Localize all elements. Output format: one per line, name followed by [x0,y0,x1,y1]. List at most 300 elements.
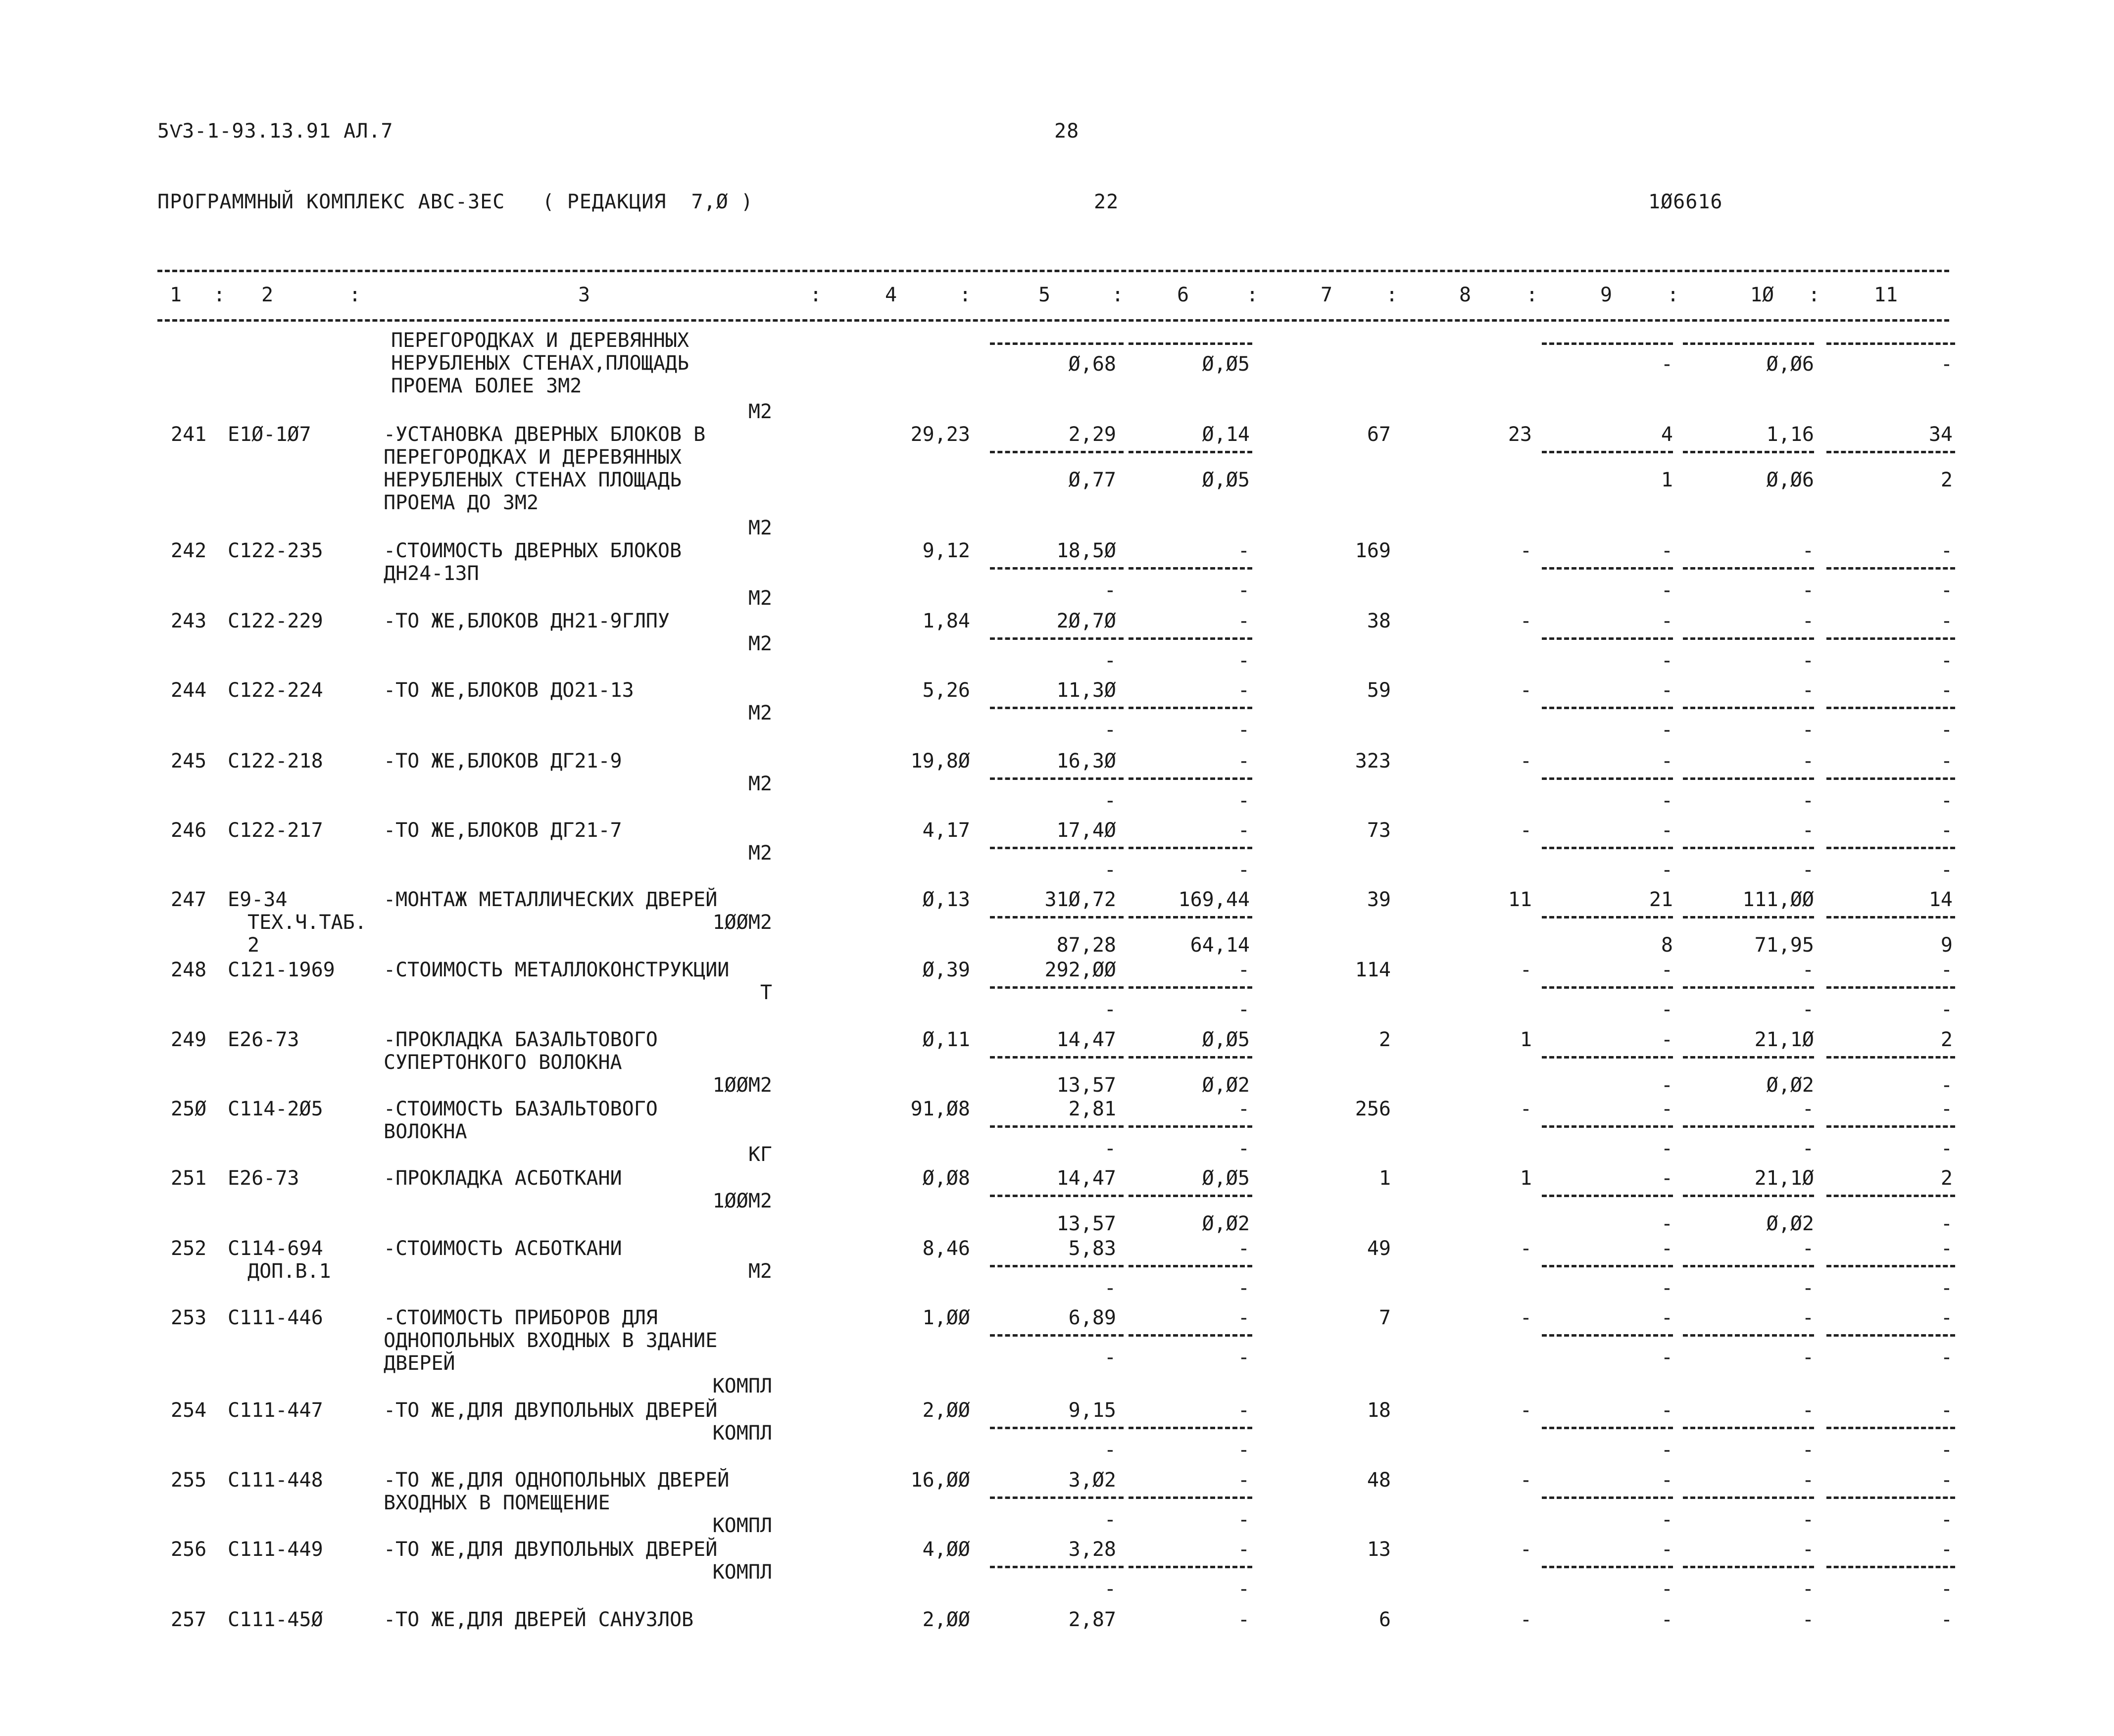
col10-lower-value: - [1802,1508,1814,1531]
cell-divider [990,1496,1124,1499]
row-code: С122-224 [228,679,323,702]
col6-value: - [1237,610,1250,632]
col11-value: - [1940,1399,1953,1422]
col11-value: - [1940,539,1953,562]
col5-value: 14,47 [1056,1167,1116,1190]
row-number: 242 [171,539,207,562]
column-header-3: 3 [578,284,590,306]
doc-code: 5Ѵ3-1-93.13.91 АЛ.7 [157,120,393,143]
cell-divider [1542,1496,1673,1499]
col6-lower-value: - [1237,1346,1250,1369]
col6-lower-value: - [1237,719,1250,741]
row-description: -УСТАНОВКА ДВЕРНЫХ БЛОКОВ В [384,423,706,446]
col10-value: - [1802,679,1814,702]
cell-divider [1683,1334,1814,1337]
col8-value: - [1520,610,1532,632]
col11-value: - [1940,1469,1953,1492]
col7-value: 38 [1367,610,1391,632]
cell-divider [1129,707,1252,709]
row-code: С121-1969 [228,959,335,981]
col10-value: - [1802,1538,1814,1561]
cell-divider [1826,1195,1955,1197]
cell-divider [1683,986,1814,989]
project-code: 1Ø6616 [1648,191,1723,213]
col9-value: - [1661,1098,1673,1120]
cell-divider [990,847,1124,849]
col6-value: - [1237,1098,1250,1120]
column-header-1Ø: 1Ø [1750,284,1774,306]
col11-value: - [1940,610,1953,632]
col10-lower-value: - [1802,789,1814,812]
col11-value: 2 [1940,1167,1953,1190]
column-header-11: 11 [1873,284,1898,306]
row-code: С111-448 [228,1469,323,1492]
col5-lower-value: 87,28 [1056,934,1116,957]
col9-lower-value: - [1661,1508,1673,1531]
col5-value: 9,15 [1068,1399,1116,1422]
col7-value: 169 [1355,539,1391,562]
col9-lower-value: - [1661,789,1673,812]
col7-value: 48 [1367,1469,1391,1492]
col9-lower-value: - [1661,1277,1673,1300]
row-description: -ПРОКЛАДКА БАЗАЛЬТОВОГО [384,1028,658,1051]
cell-divider [1683,567,1814,570]
col9-value: - [1661,819,1673,842]
col7-value: 6 [1378,1608,1391,1631]
col11-lower-value: - [1940,1277,1953,1300]
col4-value: 29,23 [910,423,970,446]
col11-lower-value: - [1940,789,1953,812]
unit-label: КОМПЛ [712,1561,772,1584]
col9-lower-value: - [1661,719,1673,741]
col6-lower-value: 64,14 [1190,934,1250,957]
cell-divider [1129,847,1252,849]
col11-value: 34 [1928,423,1953,446]
cell-divider [1129,1195,1252,1197]
cell-divider [1129,1265,1252,1267]
cell-divider [1826,777,1955,780]
cell-divider [1826,847,1955,849]
col7-value: 7 [1378,1306,1391,1329]
col7-value: 67 [1367,423,1391,446]
col7-value: 114 [1355,959,1391,981]
column-separator: : [959,284,972,306]
col5-lower-value: - [1104,579,1116,602]
row-description: -ТО ЖЕ,ДЛЯ ДВУПОЛЬНЫХ ДВЕРЕЙ [384,1399,718,1422]
col7-value: 1 [1378,1167,1391,1190]
col10-lower-value: - [1802,1277,1814,1300]
cell-divider [1826,1427,1955,1429]
cell-divider [1683,1427,1814,1429]
col9-value: - [1661,1538,1673,1561]
col6-value: - [1237,819,1250,842]
cell-divider [1683,1566,1814,1568]
row-code: Е1Ø-1Ø7 [228,423,311,446]
row-number: 254 [171,1399,207,1422]
unit-label: М2 [748,632,772,655]
col6-lower-value: - [1237,789,1250,812]
cell-divider [1683,916,1814,918]
col10-lower-value: - [1802,1578,1814,1600]
col11-value: - [1940,1608,1953,1631]
unit-label: М2 [748,587,772,610]
col8-value: - [1520,959,1532,981]
col10-lower-value: - [1802,579,1814,602]
col9-lower-value: - [1661,998,1673,1021]
row-number: 241 [171,423,207,446]
row-number: 255 [171,1469,207,1492]
col5-lower-value: - [1104,789,1116,812]
col5-lower-value: - [1104,1439,1116,1461]
cell-divider [990,707,1124,709]
col9-value: - [1661,1399,1673,1422]
row-description: -ТО ЖЕ,БЛОКОВ ДГ21-9 [384,750,622,772]
col6-lower-value: Ø,Ø2 [1202,1074,1250,1097]
cell-divider [1826,1265,1955,1267]
col9-value: - [1661,610,1673,632]
col6-lower-value: - [1237,1439,1250,1461]
column-separator: : [1808,284,1820,306]
col9-lower-value: - [1661,1212,1673,1235]
unit-label: М2 [748,842,772,865]
col8-value: 1 [1520,1028,1532,1051]
cell-divider [1683,777,1814,780]
row-number: 249 [171,1028,207,1051]
col11-lower-value: - [1940,1137,1953,1160]
row-description: -ПРОКЛАДКА АСБОТКАНИ [384,1167,622,1190]
col8-value: - [1520,1306,1532,1329]
cell-divider [1542,342,1673,345]
column-separator: : [1667,284,1679,306]
row-number: 246 [171,819,207,842]
cell-divider [1129,637,1252,640]
col9-value: - [1661,1028,1673,1051]
row-code: С122-235 [228,539,323,562]
col9-value: - [1661,1306,1673,1329]
col7-value: 49 [1367,1237,1391,1260]
col10-lower-value: - [1802,859,1814,881]
unit-label: М2 [748,517,772,539]
cont-col6-lower: Ø,Ø5 [1202,353,1250,376]
cell-divider [990,1195,1124,1197]
cell-divider [1683,1265,1814,1267]
col11-lower-value: - [1940,998,1953,1021]
column-separator: : [1111,284,1124,306]
cont-desc-line: НЕРУБЛЕНЫХ СТЕНАХ,ПЛОЩАДЬ [391,352,689,375]
col10-lower-value: - [1802,1346,1814,1369]
row-description: -ТО ЖЕ,ДЛЯ ОДНОПОЛЬНЫХ ДВЕРЕЙ [384,1469,730,1492]
cell-divider [1826,1125,1955,1128]
cell-divider [1683,342,1814,345]
cell-divider [990,342,1124,345]
col8-value: 1 [1520,1167,1532,1190]
cell-divider [1542,1125,1673,1128]
col5-value: 6,89 [1068,1306,1116,1329]
cell-divider [1542,567,1673,570]
col6-value: Ø,14 [1202,423,1250,446]
col10-lower-value: - [1802,998,1814,1021]
col9-value: - [1661,1608,1673,1631]
col10-lower-value: - [1802,1137,1814,1160]
cell-divider [990,567,1124,570]
col10-lower-value: 71,95 [1754,934,1814,957]
cell-divider [1129,777,1252,780]
column-separator: : [1385,284,1398,306]
col4-value: Ø,39 [922,959,970,981]
col6-value: - [1237,750,1250,772]
row-description: -СТОИМОСТЬ БАЗАЛЬТОВОГО [384,1098,658,1120]
col6-value: Ø,Ø5 [1202,1028,1250,1051]
col9-lower-value: - [1661,649,1673,672]
col6-lower-value: - [1237,1578,1250,1600]
col11-lower-value: - [1940,1212,1953,1235]
col4-value: Ø,11 [922,1028,970,1051]
column-header-7: 7 [1320,284,1333,306]
col6-value: - [1237,1399,1250,1422]
cell-divider [1826,1566,1955,1568]
col10-value: - [1802,1399,1814,1422]
col5-value: 18,5Ø [1056,539,1116,562]
col6-lower-value: - [1237,1137,1250,1160]
col5-lower-value: 13,57 [1056,1074,1116,1097]
row-description: -СТОИМОСТЬ МЕТАЛЛОКОНСТРУКЦИИ [384,959,730,981]
col9-lower-value: - [1661,1578,1673,1600]
col5-value: 292,ØØ [1044,959,1116,981]
col8-value: - [1520,1237,1532,1260]
cell-divider [1542,1427,1673,1429]
col9-lower-value: - [1661,859,1673,881]
col4-value: 1,84 [922,610,970,632]
cell-divider [1129,1427,1252,1429]
row-code: С111-447 [228,1399,323,1422]
unit-label: 1ØØМ2 [712,911,772,934]
row-description: -СТОИМОСТЬ ПРИБОРОВ ДЛЯ [384,1306,658,1329]
col5-value: 3,Ø2 [1068,1469,1116,1492]
cell-divider [1826,986,1955,989]
cell-divider [1129,1056,1252,1059]
row-number: 257 [171,1608,207,1631]
row-description: -ТО ЖЕ,ДЛЯ ДВУПОЛЬНЫХ ДВЕРЕЙ [384,1538,718,1561]
row-number: 248 [171,959,207,981]
col5-value: 14,47 [1056,1028,1116,1051]
col4-value: 1,ØØ [922,1306,970,1329]
col7-value: 2 [1378,1028,1391,1051]
col4-value: Ø,13 [922,888,970,911]
cell-divider [1129,342,1252,345]
col8-value: - [1520,1399,1532,1422]
col10-value: - [1802,610,1814,632]
row-description: ВОЛОКНА [384,1120,467,1143]
row-description: ПРОЕМА ДО 3М2 [384,491,539,514]
col5-value: 2,29 [1068,423,1116,446]
row-number: 251 [171,1167,207,1190]
col10-lower-value: - [1802,1439,1814,1461]
row-number: 244 [171,679,207,702]
col6-lower-value: - [1237,1277,1250,1300]
row-code: Е26-73 [228,1167,299,1190]
col10-lower-value: - [1802,649,1814,672]
cell-divider [990,1056,1124,1059]
column-header-1: 1 [169,284,182,306]
cell-divider [1542,1566,1673,1568]
unit-label: КОМПЛ [712,1514,772,1537]
row-code: С114-2Ø5 [228,1098,323,1120]
col11-lower-value: - [1940,579,1953,602]
col5-lower-value: - [1104,649,1116,672]
cell-divider [1683,451,1814,453]
col11-value: - [1940,819,1953,842]
col10-value: - [1802,1237,1814,1260]
col9-lower-value: 8 [1661,934,1673,957]
col10-value: - [1802,819,1814,842]
cell-divider [990,1265,1124,1267]
col4-value: 2,ØØ [922,1399,970,1422]
cell-divider [1826,342,1955,345]
col11-lower-value: - [1940,1074,1953,1097]
column-header-8: 8 [1459,284,1472,306]
col5-value: 3,28 [1068,1538,1116,1561]
column-separator: : [809,284,822,306]
col6-lower-value: Ø,Ø2 [1202,1212,1250,1235]
cell-divider [990,637,1124,640]
row-code: С122-229 [228,610,323,632]
cell-divider [1542,1265,1673,1267]
col9-value: 21 [1649,888,1673,911]
cont-col10-lower: Ø,Ø6 [1766,353,1814,376]
cell-divider [1683,1496,1814,1499]
col11-lower-value: - [1940,1578,1953,1600]
column-header-2: 2 [261,284,274,306]
cell-divider [1542,986,1673,989]
col10-value: 21,1Ø [1754,1028,1814,1051]
col7-value: 256 [1355,1098,1391,1120]
cell-divider [1542,451,1673,453]
col4-value: 9,12 [922,539,970,562]
cell-divider [990,916,1124,918]
row-description: -ТО ЖЕ,ДЛЯ ДВЕРЕЙ САНУЗЛОВ [384,1608,694,1631]
col11-lower-value: - [1940,1439,1953,1461]
row-code: С114-694 [228,1237,323,1260]
col10-lower-value: Ø,Ø6 [1766,469,1814,491]
cont-col9-lower: - [1661,353,1673,376]
row-code-line2: ТЕХ.Ч.ТАБ. [247,911,367,934]
col10-value: - [1802,1098,1814,1120]
col11-value: 14 [1928,888,1953,911]
row-code: Е26-73 [228,1028,299,1051]
column-separator: : [213,284,226,306]
col11-lower-value: - [1940,1508,1953,1531]
header-rule-bottom [157,319,1949,322]
cell-divider [990,451,1124,453]
row-description: -СТОИМОСТЬ ДВЕРНЫХ БЛОКОВ [384,539,682,562]
col6-value: - [1237,1237,1250,1260]
col11-lower-value: 2 [1940,469,1953,491]
cont-col11-lower: - [1940,353,1953,376]
page-number: 28 [1054,120,1080,143]
col8-value: - [1520,539,1532,562]
col5-value: 31Ø,72 [1044,888,1116,911]
unit-label: Т [760,981,772,1004]
col11-value: - [1940,750,1953,772]
row-description: -ТО ЖЕ,БЛОКОВ ДО21-13 [384,679,634,702]
col7-value: 18 [1367,1399,1391,1422]
row-number: 245 [171,750,207,772]
cell-divider [1683,1125,1814,1128]
col10-value: 111,ØØ [1742,888,1814,911]
row-code: Е9-34 [228,888,288,911]
col10-value: 1,16 [1766,423,1814,446]
cell-divider [990,1125,1124,1128]
cell-divider [1826,567,1955,570]
row-description: ПЕРЕГОРОДКАХ И ДЕРЕВЯННЫХ [384,446,682,469]
col9-value: - [1661,539,1673,562]
col6-lower-value: - [1237,859,1250,881]
unit-label: 1ØØМ2 [712,1074,772,1097]
column-header-5: 5 [1038,284,1051,306]
col4-value: 8,46 [922,1237,970,1260]
row-description: -ТО ЖЕ,БЛОКОВ ДН21-9ГЛПУ [384,610,670,632]
unit-label: М2 [748,400,772,423]
col4-value: 4,ØØ [922,1538,970,1561]
col9-lower-value: - [1661,1346,1673,1369]
cell-divider [990,1566,1124,1568]
unit-label: М2 [748,1260,772,1283]
col5-value: 17,4Ø [1056,819,1116,842]
unit-label: КГ [748,1143,772,1166]
unit-label: КОМПЛ [712,1375,772,1398]
col10-lower-value: Ø,Ø2 [1766,1074,1814,1097]
row-description: -ТО ЖЕ,БЛОКОВ ДГ21-7 [384,819,622,842]
col5-lower-value: - [1104,859,1116,881]
row-number: 256 [171,1538,207,1561]
row-description: -СТОИМОСТЬ АСБОТКАНИ [384,1237,622,1260]
col9-value: - [1661,1167,1673,1190]
col5-lower-value: - [1104,1277,1116,1300]
row-description: -МОНТАЖ МЕТАЛЛИЧЕСКИХ ДВЕРЕЙ [384,888,718,911]
col5-lower-value: - [1104,1137,1116,1160]
col8-value: - [1520,679,1532,702]
row-number: 253 [171,1306,207,1329]
col6-lower-value: Ø,Ø5 [1202,469,1250,491]
col10-value: - [1802,1608,1814,1631]
cell-divider [990,986,1124,989]
cell-divider [1683,637,1814,640]
unit-label: КОМПЛ [712,1422,772,1445]
col4-value: 4,17 [922,819,970,842]
col5-lower-value: - [1104,1508,1116,1531]
header-rule-top [157,270,1949,272]
col6-value: - [1237,679,1250,702]
col5-lower-value: Ø,77 [1068,469,1116,491]
col9-lower-value: - [1661,1439,1673,1461]
cell-divider [1129,916,1252,918]
col4-value: Ø,Ø8 [922,1167,970,1190]
col9-value: - [1661,679,1673,702]
row-description: ДН24-13П [384,562,479,585]
cell-divider [1129,1496,1252,1499]
cont-col5-lower: Ø,68 [1068,353,1116,376]
col11-lower-value: - [1940,859,1953,881]
col8-value: - [1520,1538,1532,1561]
col5-value: 2Ø,7Ø [1056,610,1116,632]
cell-divider [1129,1566,1252,1568]
cell-divider [1683,1056,1814,1059]
col6-lower-value: - [1237,1508,1250,1531]
cell-divider [1542,1334,1673,1337]
col8-value: - [1520,1098,1532,1120]
col9-value: - [1661,750,1673,772]
cell-divider [1542,637,1673,640]
